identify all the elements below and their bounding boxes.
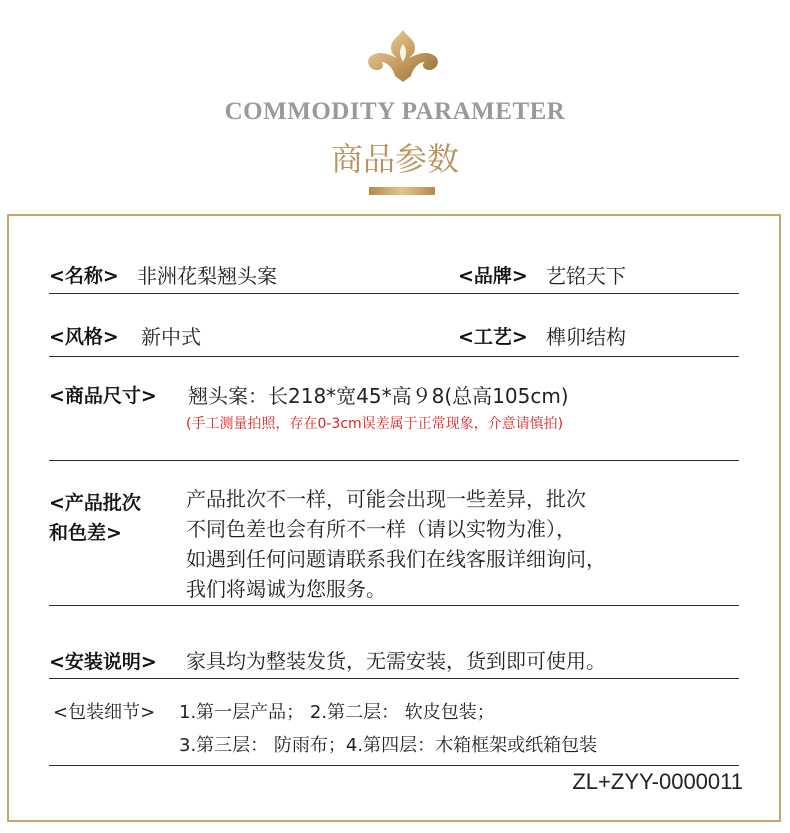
size-value: 翘头案：长218*宽45*高９8(总高105cm) <box>188 384 569 408</box>
batch-line: 不同色差也会有所不一样（请以实物为准）， <box>186 517 576 541</box>
brand-value: 艺铭天下 <box>546 264 626 288</box>
product-code: ZL+ZYY-0000011 <box>572 769 743 794</box>
name-label: <名称> <box>49 265 119 287</box>
batch-label-line2: 和色差> <box>49 522 122 544</box>
size-note: (手工测量拍照，存在0-3cm误差属于正常现象，介意请慎拍) <box>186 416 564 432</box>
chinese-title: 商品参数 <box>330 140 459 178</box>
ornament-logo-icon <box>365 28 441 84</box>
pack-line-1: 1.第一层产品； 2.第二层： 软皮包装； <box>179 702 495 723</box>
divider <box>49 678 739 679</box>
divider <box>49 293 739 294</box>
batch-line: 产品批次不一样，可能会出现一些差异，批次 <box>186 487 586 511</box>
pack-line-2: 3.第三层： 防雨布；4.第四层：木箱框架或纸箱包装 <box>179 735 598 756</box>
craft-label: <工艺> <box>458 326 528 348</box>
divider <box>49 356 739 357</box>
english-title: COMMODITY PARAMETER <box>224 98 566 125</box>
craft-value: 榫卯结构 <box>546 325 626 349</box>
divider <box>49 460 739 461</box>
batch-label-line1: <产品批次 <box>49 492 141 514</box>
batch-paragraph <box>186 484 606 604</box>
install-label: <安装说明> <box>49 651 157 673</box>
pack-label: <包装细节> <box>53 702 156 723</box>
brand-label: <品牌> <box>458 265 528 287</box>
style-label: <风格> <box>49 326 119 348</box>
style-value: 新中式 <box>141 325 201 349</box>
batch-line: 我们将竭诚为您服务。 <box>186 577 386 601</box>
title-underline <box>369 187 435 195</box>
divider <box>49 605 739 606</box>
name-value: 非洲花梨翘头案 <box>137 264 277 288</box>
size-label: <商品尺寸> <box>49 385 157 407</box>
batch-line: 如遇到任何问题请联系我们在线客服详细询问， <box>186 547 606 571</box>
install-value: 家具均为整装发货，无需安装，货到即可使用。 <box>186 649 606 673</box>
divider <box>49 765 739 766</box>
